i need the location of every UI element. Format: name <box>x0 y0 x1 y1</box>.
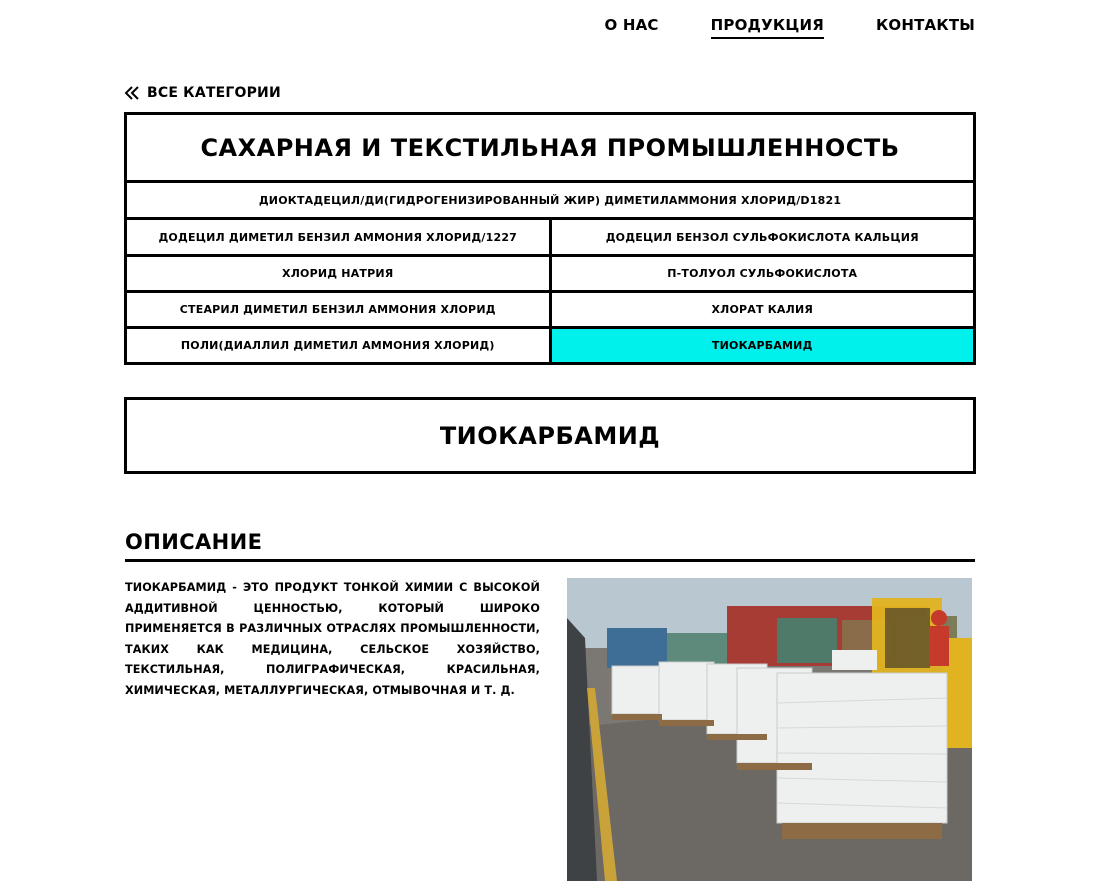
nav-products[interactable]: ПРОДУКЦИЯ <box>711 15 824 39</box>
description-heading: ОПИСАНИЕ <box>125 528 975 562</box>
category-item[interactable]: ДОДЕЦИЛ ДИМЕТИЛ БЕНЗИЛ АММОНИЯ ХЛОРИД/1227 <box>127 220 552 254</box>
category-row <box>127 257 973 293</box>
double-chevron-left-icon <box>123 84 141 102</box>
category-item-selected[interactable]: ТИОКАРБАМИД <box>552 329 974 362</box>
category-row <box>127 293 973 329</box>
product-photo <box>567 578 972 881</box>
category-item[interactable]: ДОДЕЦИЛ БЕНЗОЛ СУЛЬФОКИСЛОТА КАЛЬЦИЯ <box>605 230 919 244</box>
category-item[interactable]: ПОЛИ(ДИАЛЛИЛ ДИМЕТИЛ АММОНИЯ ХЛОРИД) <box>127 329 552 362</box>
category-table <box>124 112 976 365</box>
category-item[interactable]: ХЛОРАТ КАЛИЯ <box>711 303 814 316</box>
description-text: ТИОКАРБАМИД - ЭТО ПРОДУКТ ТОНКОЙ ХИМИИ С ВЫСОКОЙ АДДИТИВНОЙ ЦЕННОСТЬЮ, КОТОРЫЙ ШИРОКО ПРИМЕНЯЕТСЯ В РАЗЛИЧНЫХ ОТРАСЛЯХ ПРОМЫШЛЕННОСТИ, ТАКИХ КАК МЕДИЦИНА, СЕЛЬСКОЕ ХОЗЯЙСТВО, ТЕКСТИЛЬНАЯ, ПОЛИГРАФИЧЕСКАЯ, КРАСИЛЬНАЯ, ХИМИЧЕСКАЯ, МЕТАЛЛУРГИЧЕСКАЯ, ОТМЫВОЧНАЯ И Т. Д. <box>125 581 540 697</box>
category-item[interactable]: П-ТОЛУОЛ СУЛЬФОКИСЛОТА <box>667 267 858 280</box>
all-categories-label: ВСЕ КАТЕГОРИИ <box>147 85 281 101</box>
category-title: САХАРНАЯ И ТЕКСТИЛЬНАЯ ПРОМЫШЛЕННОСТЬ <box>127 115 973 183</box>
category-item[interactable]: ДИОКТАДЕЦИЛ/ДИ(ГИДРОГЕНИЗИРОВАННЫЙ ЖИР) ДИМЕТИЛАММОНИЯ ХЛОРИД/D1821 <box>127 183 973 220</box>
top-nav <box>604 15 975 39</box>
all-categories-link[interactable] <box>123 84 281 102</box>
category-row <box>127 329 973 362</box>
category-row <box>127 220 973 257</box>
category-item[interactable]: СТЕАРИЛ ДИМЕТИЛ БЕНЗИЛ АММОНИЯ ХЛОРИД <box>127 293 552 326</box>
category-item[interactable]: ХЛОРИД НАТРИЯ <box>127 257 552 290</box>
product-title: ТИОКАРБАМИД <box>124 397 976 474</box>
nav-about[interactable]: О НАС <box>604 16 659 34</box>
nav-contacts[interactable]: КОНТАКТЫ <box>875 16 975 34</box>
